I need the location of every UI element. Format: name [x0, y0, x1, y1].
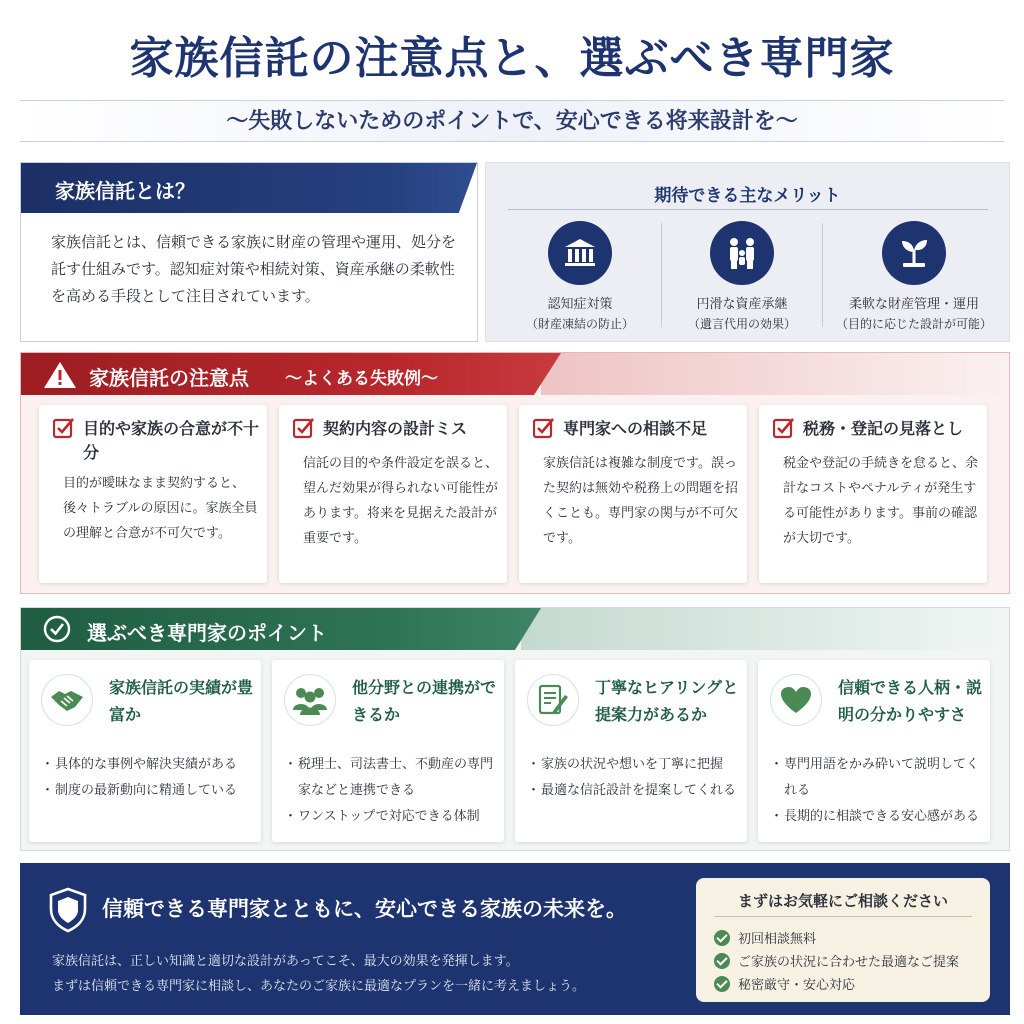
family-icon — [710, 221, 774, 285]
merit-note: （目的に応じた設計が可能） — [835, 317, 992, 331]
list-item: ・ 家族の状況や想いを丁寧に把握 — [531, 752, 743, 778]
list-item: ・ ワンストップで対応できる体制 — [288, 804, 500, 830]
consult-item-label: ご家族の状況に合わせた最適なご提案 — [738, 955, 960, 970]
merits-heading: 期待できる主なメリット — [654, 186, 841, 206]
merits-panel — [485, 162, 1010, 342]
caution-card-body: 目的が曖昧なまま契約すると、後々トラブルの原因に。家族全員の理解と合意が不可欠です。 — [63, 476, 258, 541]
list-item: ・ 長期的に相談できる安心感がある — [774, 804, 986, 830]
checkbox-icon — [293, 417, 315, 439]
expert-point-card — [272, 660, 504, 842]
merit-item — [662, 221, 822, 331]
expert-point-title: 家族信託の実績が豊富か — [109, 678, 254, 724]
warning-icon — [43, 361, 77, 389]
merit-note: （遺言代用の効果） — [687, 317, 796, 331]
points-heading: 選ぶべき専門家のポイント — [87, 621, 327, 645]
expert-point-title: 信頼できる人柄・説明の分かりやすさ — [838, 678, 983, 724]
about-body-text: 家族信託とは、信頼できる家族に財産の管理や運用、処分を託す仕組みです。認知症対策や相続対策、資産承継の柔軟性を高める手段として注目されています。 — [51, 233, 457, 305]
merit-item — [500, 221, 660, 331]
caution-card-body: 家族信託は複雑な制度です。誤った契約は無効や税務上の問題を招くことも。専門家の関与が不可欠です。 — [543, 456, 739, 546]
check-icon — [714, 930, 730, 946]
consult-box — [696, 878, 990, 1002]
consult-item — [714, 951, 959, 970]
consult-item-label: 秘密厳守・安心対応 — [738, 978, 856, 993]
checkbox-icon — [533, 417, 555, 439]
closing-banner — [20, 863, 1010, 1015]
banner-text: 家族信託は、正しい知識と適切な設計があってこそ、最大の効果を発揮します。 — [52, 954, 519, 969]
list-item: ・ 専門用語をかみ砕いて説明してくれる — [774, 752, 986, 804]
caution-card-title: 契約内容の設計ミス — [323, 419, 468, 438]
caution-header-fade — [541, 353, 1011, 395]
caution-heading: 家族信託の注意点 — [89, 366, 249, 390]
caution-card — [39, 405, 267, 583]
expert-point-card — [758, 660, 990, 842]
consult-item-label: 初回相談無料 — [738, 932, 817, 947]
page-title: 家族信託の注意点と、選ぶべき専門家 — [129, 33, 895, 84]
merit-separator — [822, 223, 823, 327]
consult-divider — [714, 916, 972, 917]
sprout-icon — [882, 221, 946, 285]
merits-divider — [508, 209, 988, 210]
checkbox-icon — [773, 417, 795, 439]
about-heading: 家族信託とは？ — [55, 179, 195, 203]
check-icon — [714, 953, 730, 969]
list-item: ・ 最適な信託設計を提案してくれる — [531, 778, 743, 804]
about-panel — [20, 162, 478, 342]
caution-card — [759, 405, 987, 583]
list-item: ・ 税理士、司法書士、不動産の専門家などと連携できる — [288, 752, 500, 804]
checkbox-icon — [53, 417, 75, 439]
expert-point-list — [531, 752, 743, 804]
caution-card-title: 専門家への相談不足 — [563, 419, 708, 438]
expert-point-card — [515, 660, 747, 842]
merit-label: 認知症対策 — [547, 297, 613, 312]
expert-point-title: 他分野との連携ができるか — [352, 678, 497, 724]
expert-points-panel — [20, 607, 1010, 851]
merit-item — [824, 221, 1004, 331]
banner-text: まずは信頼できる専門家に相談し、あなたのご家族に最適なプランを一緒に考えましょう。 — [52, 979, 586, 994]
people-icon — [284, 674, 336, 726]
circle-check-icon — [43, 615, 71, 643]
banner-title: 信頼できる専門家とともに、安心できる家族の未来を。 — [102, 896, 627, 921]
document-pen-icon — [527, 674, 579, 726]
list-item: ・ 具体的な事例や解決実績がある — [45, 752, 257, 778]
check-icon — [714, 976, 730, 992]
caution-card-title: 税務・登記の見落とし — [803, 419, 964, 438]
consult-item — [714, 974, 855, 993]
heart-icon — [770, 674, 822, 726]
expert-point-card — [29, 660, 261, 842]
expert-point-list — [45, 752, 257, 804]
caution-card-title: 目的や家族の合意が不十分 — [83, 419, 260, 462]
points-header-fade — [521, 608, 1011, 650]
list-item: ・ 制度の最新動向に精通している — [45, 778, 257, 804]
caution-card — [279, 405, 507, 583]
caution-panel — [20, 352, 1010, 594]
caution-card-body: 税金や登記の手続きを怠ると、余計なコストやペナルティが発生する可能性があります。事前の確認が大切です。 — [783, 456, 979, 546]
caution-card — [519, 405, 747, 583]
page-subtitle: 〜失敗しないためのポイントで、安心できる将来設計を〜 — [226, 108, 798, 134]
expert-point-title: 丁寧なヒアリングと提案力があるか — [595, 678, 739, 724]
merit-label: 柔軟な財産管理・運用 — [848, 297, 979, 312]
handshake-icon — [41, 674, 93, 726]
merit-label: 円滑な資産承継 — [696, 297, 788, 312]
bank-icon — [548, 221, 612, 285]
consult-item — [714, 928, 816, 947]
expert-point-list — [774, 752, 986, 830]
caution-card-body: 信託の目的や条件設定を誤ると、望んだ効果が得られない可能性があります。将来を見据えた設計が重要です。 — [303, 456, 499, 546]
consult-heading: まずはお気軽にご相談ください — [737, 892, 948, 910]
caution-subheading: 〜よくある失敗例〜 — [285, 369, 438, 389]
expert-point-list — [288, 752, 500, 830]
merit-note: （財産凍結の防止） — [525, 317, 634, 331]
shield-icon — [48, 887, 88, 933]
